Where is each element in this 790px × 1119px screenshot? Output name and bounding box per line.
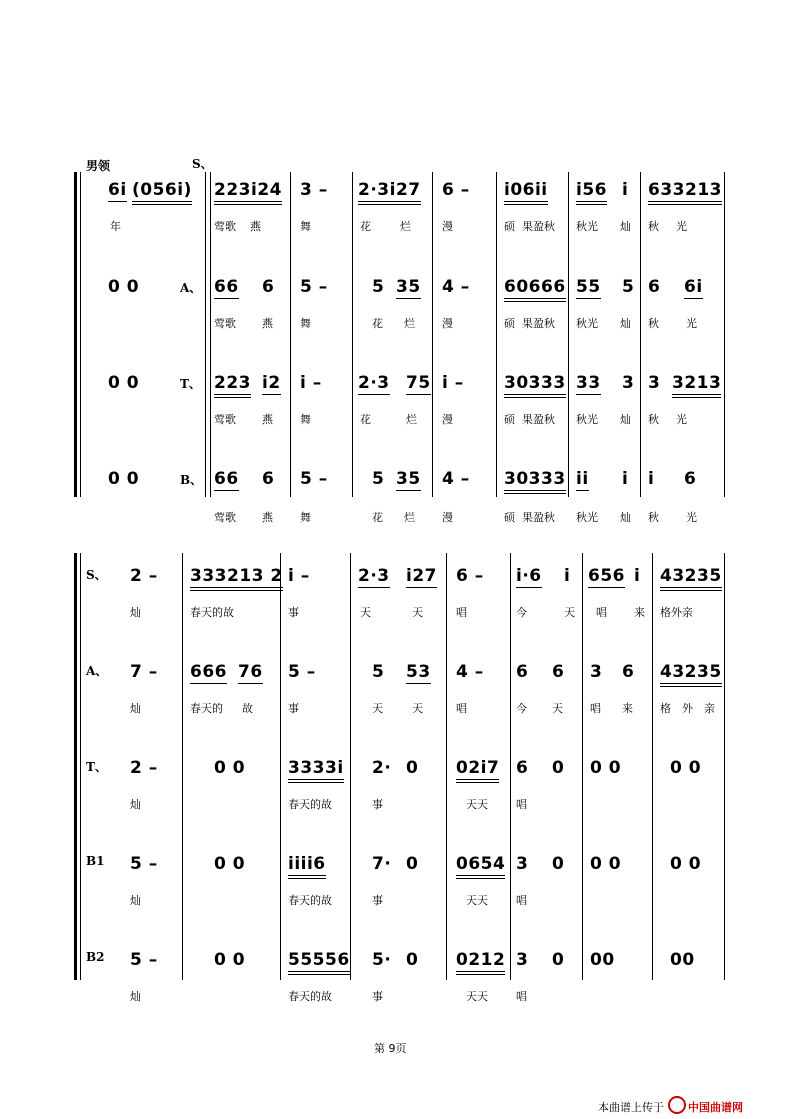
lower-lyric: 事 bbox=[372, 894, 383, 907]
barline bbox=[724, 553, 725, 980]
lower-note: 0 0 bbox=[590, 854, 622, 874]
b1-label: B1 bbox=[86, 854, 105, 868]
b-lyric: 硕 bbox=[504, 511, 515, 524]
tenor-label: T、 bbox=[180, 377, 201, 391]
a-note: 55 bbox=[576, 277, 601, 297]
barline bbox=[290, 172, 291, 497]
s-note: 6 – bbox=[442, 180, 470, 200]
a2-lyric: 格 bbox=[660, 702, 671, 715]
b-lyric: 秋 bbox=[648, 511, 659, 524]
t-lyric: 光 bbox=[676, 413, 687, 426]
b-note: 5 – bbox=[300, 469, 328, 489]
b-note: 4 – bbox=[442, 469, 470, 489]
s-note: 3 – bbox=[300, 180, 328, 200]
a2-lyric: 天 bbox=[412, 702, 423, 715]
t-note: 223 bbox=[214, 373, 251, 398]
system2-bracket bbox=[80, 553, 81, 980]
b-note: 66 bbox=[214, 469, 239, 489]
a2-lyric: 天 bbox=[552, 702, 563, 715]
s2-lyric: 事 bbox=[288, 606, 299, 619]
t-lyric: 秋光 bbox=[576, 413, 598, 426]
s-lyric: 花 bbox=[360, 220, 371, 233]
lower-note: 5 – bbox=[130, 950, 158, 970]
lower-note: 5 – bbox=[130, 854, 158, 874]
s2-lyric: 天 bbox=[412, 606, 423, 619]
a-lyric: 灿 bbox=[620, 317, 631, 330]
barline bbox=[350, 553, 351, 980]
a-note: 66 bbox=[214, 277, 239, 297]
lower-note: 55556 bbox=[288, 950, 350, 975]
barline bbox=[182, 553, 183, 980]
a-lyric: 舞 bbox=[300, 317, 311, 330]
lower-note: 0 0 bbox=[214, 854, 246, 874]
lower-note: 02i7 bbox=[456, 758, 499, 783]
a2-lyric: 天 bbox=[372, 702, 383, 715]
lower-note: 0 bbox=[406, 854, 419, 874]
barline bbox=[210, 172, 211, 497]
bass-label: B、 bbox=[180, 473, 203, 487]
s-lyric: 灿 bbox=[620, 220, 631, 233]
a2-lyric: 故 bbox=[242, 702, 253, 715]
a-lyric: 莺歌 bbox=[214, 317, 236, 330]
lower-note: 0 bbox=[552, 758, 565, 778]
a2-note: 7 – bbox=[130, 662, 158, 682]
lead-lyric: 年 bbox=[110, 220, 121, 233]
a2-lyric: 亲 bbox=[704, 702, 715, 715]
a2-note: 666 bbox=[190, 662, 227, 682]
s2-lyric: 春天的故 bbox=[190, 606, 234, 619]
lower-note: 00 bbox=[670, 950, 695, 970]
b-lyric: 光 bbox=[686, 511, 697, 524]
s-lyric: 莺歌 bbox=[214, 220, 236, 233]
b-note: i bbox=[622, 469, 629, 489]
s2-lyric: 天 bbox=[360, 606, 371, 619]
b2-label: B2 bbox=[86, 950, 105, 964]
a2-lyric: 事 bbox=[288, 702, 299, 715]
s2-lyric: 灿 bbox=[130, 606, 141, 619]
t-note: 3213 bbox=[672, 373, 721, 398]
lower-note: 3 bbox=[516, 950, 529, 970]
t-lyric: 舞 bbox=[300, 413, 311, 426]
a2-note: 43235 bbox=[660, 662, 722, 687]
a-lyric: 硕 bbox=[504, 317, 515, 330]
s-note: 223i24 bbox=[214, 180, 282, 205]
s-note: i56 bbox=[576, 180, 607, 205]
b-note: 35 bbox=[396, 469, 421, 489]
b-lyric: 灿 bbox=[620, 511, 631, 524]
a2-note: 6 bbox=[516, 662, 529, 682]
t-lyric: 烂 bbox=[406, 413, 417, 426]
s-lyric: 硕 bbox=[504, 220, 515, 233]
a2-lyric: 外 bbox=[682, 702, 693, 715]
system2-brace bbox=[74, 553, 77, 980]
alto-label: A、 bbox=[180, 281, 202, 295]
site-name[interactable]: 中国曲谱网 bbox=[688, 1101, 743, 1114]
lower-note: 5· bbox=[372, 950, 392, 970]
t-note: 3 bbox=[622, 373, 635, 393]
a2-lyric: 今 bbox=[516, 702, 527, 715]
t-note: i – bbox=[300, 373, 322, 393]
t-lyric: 燕 bbox=[262, 413, 273, 426]
s-lyric: 光 bbox=[676, 220, 687, 233]
s-lyric: 烂 bbox=[400, 220, 411, 233]
s2-note: i bbox=[634, 566, 641, 586]
s-note: i06ii bbox=[504, 180, 548, 205]
a-note: 60666 bbox=[504, 277, 566, 302]
a2-lyric: 春天的 bbox=[190, 702, 223, 715]
barline bbox=[510, 553, 511, 980]
lower-lyric: 事 bbox=[372, 798, 383, 811]
barline bbox=[724, 172, 725, 497]
s2-lyric: 今 bbox=[516, 606, 527, 619]
lower-note: 0 0 bbox=[670, 758, 702, 778]
a2-note: 3 bbox=[590, 662, 603, 682]
t-note: 75 bbox=[406, 373, 431, 393]
lower-note: 0 bbox=[552, 854, 565, 874]
t-note: 0 0 bbox=[108, 373, 140, 393]
lower-note: 0 bbox=[406, 950, 419, 970]
a-lyric: 漫 bbox=[442, 317, 453, 330]
a2-note: 4 – bbox=[456, 662, 484, 682]
b-lyric: 漫 bbox=[442, 511, 453, 524]
a-lyric: 果盈秋 bbox=[522, 317, 555, 330]
lower-note: 6 bbox=[516, 758, 529, 778]
lower-note: 0212 bbox=[456, 950, 505, 975]
s-lyric: 秋 bbox=[648, 220, 659, 233]
b-lyric: 秋光 bbox=[576, 511, 598, 524]
lower-note: 0 0 bbox=[590, 758, 622, 778]
a2-note: 5 – bbox=[288, 662, 316, 682]
b-note: i bbox=[648, 469, 655, 489]
s2-note: i – bbox=[288, 566, 310, 586]
a-note: 6i bbox=[684, 277, 703, 297]
t-lyric: 莺歌 bbox=[214, 413, 236, 426]
soprano-label: S、 bbox=[192, 157, 213, 171]
lower-note: 0 bbox=[552, 950, 565, 970]
s2-note: i bbox=[564, 566, 571, 586]
b-lyric: 果盈秋 bbox=[522, 511, 555, 524]
barline bbox=[582, 553, 583, 980]
s-lyric: 果盈秋 bbox=[522, 220, 555, 233]
a2-label: A、 bbox=[86, 664, 108, 678]
s2-note: i27 bbox=[406, 566, 437, 586]
lower-note: 7· bbox=[372, 854, 392, 874]
lower-lyric: 事 bbox=[372, 990, 383, 1003]
s-note: i bbox=[622, 180, 629, 200]
lower-note: 0 0 bbox=[214, 758, 246, 778]
barline bbox=[652, 553, 653, 980]
b-note: 6 bbox=[684, 469, 697, 489]
lower-lyric: 春天的故 bbox=[288, 894, 332, 907]
lower-note: 3 bbox=[516, 854, 529, 874]
s-lyric: 燕 bbox=[250, 220, 261, 233]
b-lyric: 舞 bbox=[300, 511, 311, 524]
s2-note: 2·3 bbox=[358, 566, 390, 586]
footer-note bbox=[598, 1096, 743, 1115]
s2-note: 2 – bbox=[130, 566, 158, 586]
s2-lyric: 天 bbox=[564, 606, 575, 619]
barline bbox=[446, 553, 447, 980]
t-lyric: 硕 bbox=[504, 413, 515, 426]
s2-lyric: 唱 bbox=[456, 606, 467, 619]
barline bbox=[640, 172, 641, 497]
a-note: 6 bbox=[262, 277, 275, 297]
a-lyric: 烂 bbox=[404, 317, 415, 330]
t-note: 3 bbox=[648, 373, 661, 393]
a2-lyric: 唱 bbox=[590, 702, 601, 715]
t-note: 33 bbox=[576, 373, 601, 393]
b-note: 0 0 bbox=[108, 469, 140, 489]
s-lyric: 漫 bbox=[442, 220, 453, 233]
s2-lyric: 格外亲 bbox=[660, 606, 693, 619]
b-note: ii bbox=[576, 469, 589, 489]
lower-note: 00 bbox=[590, 950, 615, 970]
t-lyric: 秋 bbox=[648, 413, 659, 426]
barline bbox=[496, 172, 497, 497]
s2-note: 333213 2 bbox=[190, 566, 283, 591]
a2-note: 5 bbox=[372, 662, 385, 682]
a2-note: 53 bbox=[406, 662, 431, 682]
b-note: 30333 bbox=[504, 469, 566, 494]
a-lyric: 燕 bbox=[262, 317, 273, 330]
a-note: 6 bbox=[648, 277, 661, 297]
s2-note: 6 – bbox=[456, 566, 484, 586]
upload-text: 本曲谱上传于 bbox=[598, 1101, 664, 1114]
lower-lyric: 灿 bbox=[130, 798, 141, 811]
a-note: 35 bbox=[396, 277, 421, 297]
a2-note: 6 bbox=[552, 662, 565, 682]
s-note: 633213 bbox=[648, 180, 722, 205]
site-logo-icon bbox=[668, 1096, 686, 1114]
b-lyric: 烂 bbox=[404, 511, 415, 524]
b-note: 5 bbox=[372, 469, 385, 489]
t-lyric: 灿 bbox=[620, 413, 631, 426]
a-lyric: 光 bbox=[686, 317, 697, 330]
lower-note: 0 0 bbox=[670, 854, 702, 874]
lower-lyric: 天天 bbox=[466, 990, 488, 1003]
t-note: 30333 bbox=[504, 373, 566, 398]
barline bbox=[568, 172, 569, 497]
a-note: 5 – bbox=[300, 277, 328, 297]
lower-lyric: 天天 bbox=[466, 894, 488, 907]
lead-note: 6i bbox=[108, 180, 127, 200]
s2-note: 656 bbox=[588, 566, 625, 586]
lower-lyric: 唱 bbox=[516, 798, 527, 811]
s2-lyric: 来 bbox=[634, 606, 645, 619]
lower-lyric: 灿 bbox=[130, 894, 141, 907]
t-lyric: 花 bbox=[360, 413, 371, 426]
lower-note: 2· bbox=[372, 758, 392, 778]
barline bbox=[432, 172, 433, 497]
lower-lyric: 唱 bbox=[516, 894, 527, 907]
a2-lyric: 来 bbox=[622, 702, 633, 715]
a-note: 4 – bbox=[442, 277, 470, 297]
lower-lyric: 灿 bbox=[130, 990, 141, 1003]
page-number: 第 9页 bbox=[374, 1042, 407, 1055]
t-lyric: 漫 bbox=[442, 413, 453, 426]
lower-lyric: 春天的故 bbox=[288, 990, 332, 1003]
a-note: 0 0 bbox=[108, 277, 140, 297]
a2-lyric: 灿 bbox=[130, 702, 141, 715]
lower-note: 0 bbox=[406, 758, 419, 778]
b-note: 6 bbox=[262, 469, 275, 489]
lower-lyric: 天天 bbox=[466, 798, 488, 811]
lead-note: (056i) bbox=[132, 180, 192, 205]
a2-lyric: 唱 bbox=[456, 702, 467, 715]
a2-note: 76 bbox=[238, 662, 263, 682]
lower-note: 0654 bbox=[456, 854, 505, 879]
system1-bracket bbox=[80, 172, 81, 497]
t-note: i – bbox=[442, 373, 464, 393]
lower-note: 0 0 bbox=[214, 950, 246, 970]
s-lyric: 舞 bbox=[300, 220, 311, 233]
t-lyric: 果盈秋 bbox=[522, 413, 555, 426]
s2-note: i·6 bbox=[516, 566, 542, 586]
s-lyric: 秋光 bbox=[576, 220, 598, 233]
b-lyric: 燕 bbox=[262, 511, 273, 524]
barline bbox=[352, 172, 353, 497]
b-lyric: 莺歌 bbox=[214, 511, 236, 524]
lower-lyric: 春天的故 bbox=[288, 798, 332, 811]
lead-label: 男领 bbox=[86, 159, 111, 173]
s-note: 2·3i27 bbox=[358, 180, 421, 205]
a-lyric: 花 bbox=[372, 317, 383, 330]
lower-note: iiii6 bbox=[288, 854, 326, 879]
lower-note: 3333i bbox=[288, 758, 344, 783]
lower-note: 2 – bbox=[130, 758, 158, 778]
a-note: 5 bbox=[372, 277, 385, 297]
t-note: 2·3 bbox=[358, 373, 390, 393]
lower-lyric: 唱 bbox=[516, 990, 527, 1003]
a2-note: 6 bbox=[622, 662, 635, 682]
s2-label: S、 bbox=[86, 568, 107, 582]
a-lyric: 秋光 bbox=[576, 317, 598, 330]
barline bbox=[205, 172, 206, 497]
a-lyric: 秋 bbox=[648, 317, 659, 330]
t-note: i2 bbox=[262, 373, 281, 393]
barline bbox=[280, 553, 281, 980]
s2-note: 43235 bbox=[660, 566, 722, 591]
s2-lyric: 唱 bbox=[596, 606, 607, 619]
a-note: 5 bbox=[622, 277, 635, 297]
t2-label: T、 bbox=[86, 760, 107, 774]
system1-brace bbox=[74, 172, 77, 497]
b-lyric: 花 bbox=[372, 511, 383, 524]
